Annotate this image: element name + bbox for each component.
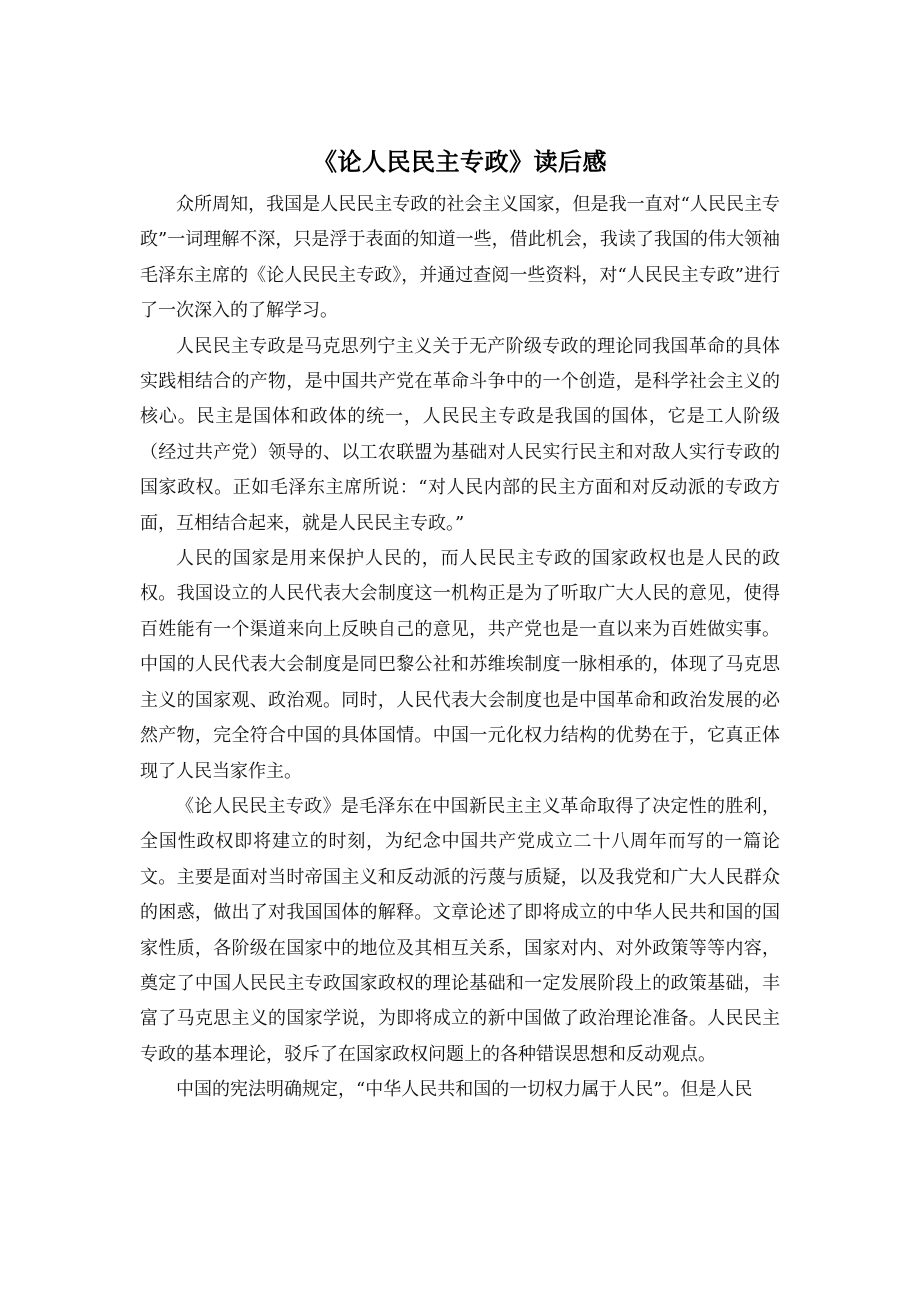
- paragraph-5: 中国的宪法明确规定，“中华人民共和国的一切权力属于人民”。但是人民: [176, 1079, 753, 1101]
- paragraph-1: 众所周知，我国是人民民主专政的社会主义国家，但是我一直对“人民民主专政”一词理解不深，只是浮于表面的知道一些，借此机会，我读了我国的伟大领袖毛泽东主席的《论人民民主专政》，并通过查阅一些资料，对“人民民主专政”进行了一次深入的了解学习。: [140, 194, 780, 322]
- document-title: 《论人民民主专政》读后感: [313, 148, 607, 177]
- paragraph-3: 人民的国家是用来保护人民的，而人民民主专政的国家政权也是人民的政权。我国设立的人民代表大会制度这一机构正是为了听取广大人民的意见，使得百姓能有一个渠道来向上反映自己的意见，共产党也是一直以来为百姓做实事。中国的人民代表大会制度是同巴黎公社和苏维埃制度一脉相承的，体现了马克思主义的国家观、政治观。同时，人民代表大会制度也是中国革命和政治发展的必然产物，完全符合中国的具体国情。中国一元化权力结构的优势在于，它真正体现了人民当家作主。: [140, 548, 780, 782]
- document-body: [140, 187, 780, 1108]
- paragraph-2: 人民民主专政是马克思列宁主义关于无产阶级专政的理论同我国革命的具体实践相结合的产物，是中国共产党在革命斗争中的一个创造，是科学社会主义的核心。民主是国体和政体的统一，人民民主专政是我国的国体，它是工人阶级（经过共产党）领导的、以工农联盟为基础对人民实行民主和对敌人实行专政的国家政权。正如毛泽东主席所说：“对人民内部的民主方面和对反动派的专政方面，互相结合起来，就是人民民主专政。”: [140, 335, 780, 534]
- paragraph-4: 《论人民民主专政》是毛泽东在中国新民主主义革命取得了决定性的胜利，全国性政权即将建立的时刻，为纪念中国共产党成立二十八周年而写的一篇论文。主要是面对当时帝国主义和反动派的污蔑与质疑，以及我党和广大人民群众的困惑，做出了对我国国体的解释。文章论述了即将成立的中华人民共和国的国家性质，各阶级在国家中的地位及其相互关系，国家对内、对外政策等等内容，奠定了中国人民民主专政国家政权的理论基础和一定发展阶段上的政策基础，丰富了马克思主义的国家学说，为即将成立的新中国做了政治理论准备。人民民主专政的基本理论，驳斥了在国家政权问题上的各种错误思想和反动观点。: [140, 795, 780, 1065]
